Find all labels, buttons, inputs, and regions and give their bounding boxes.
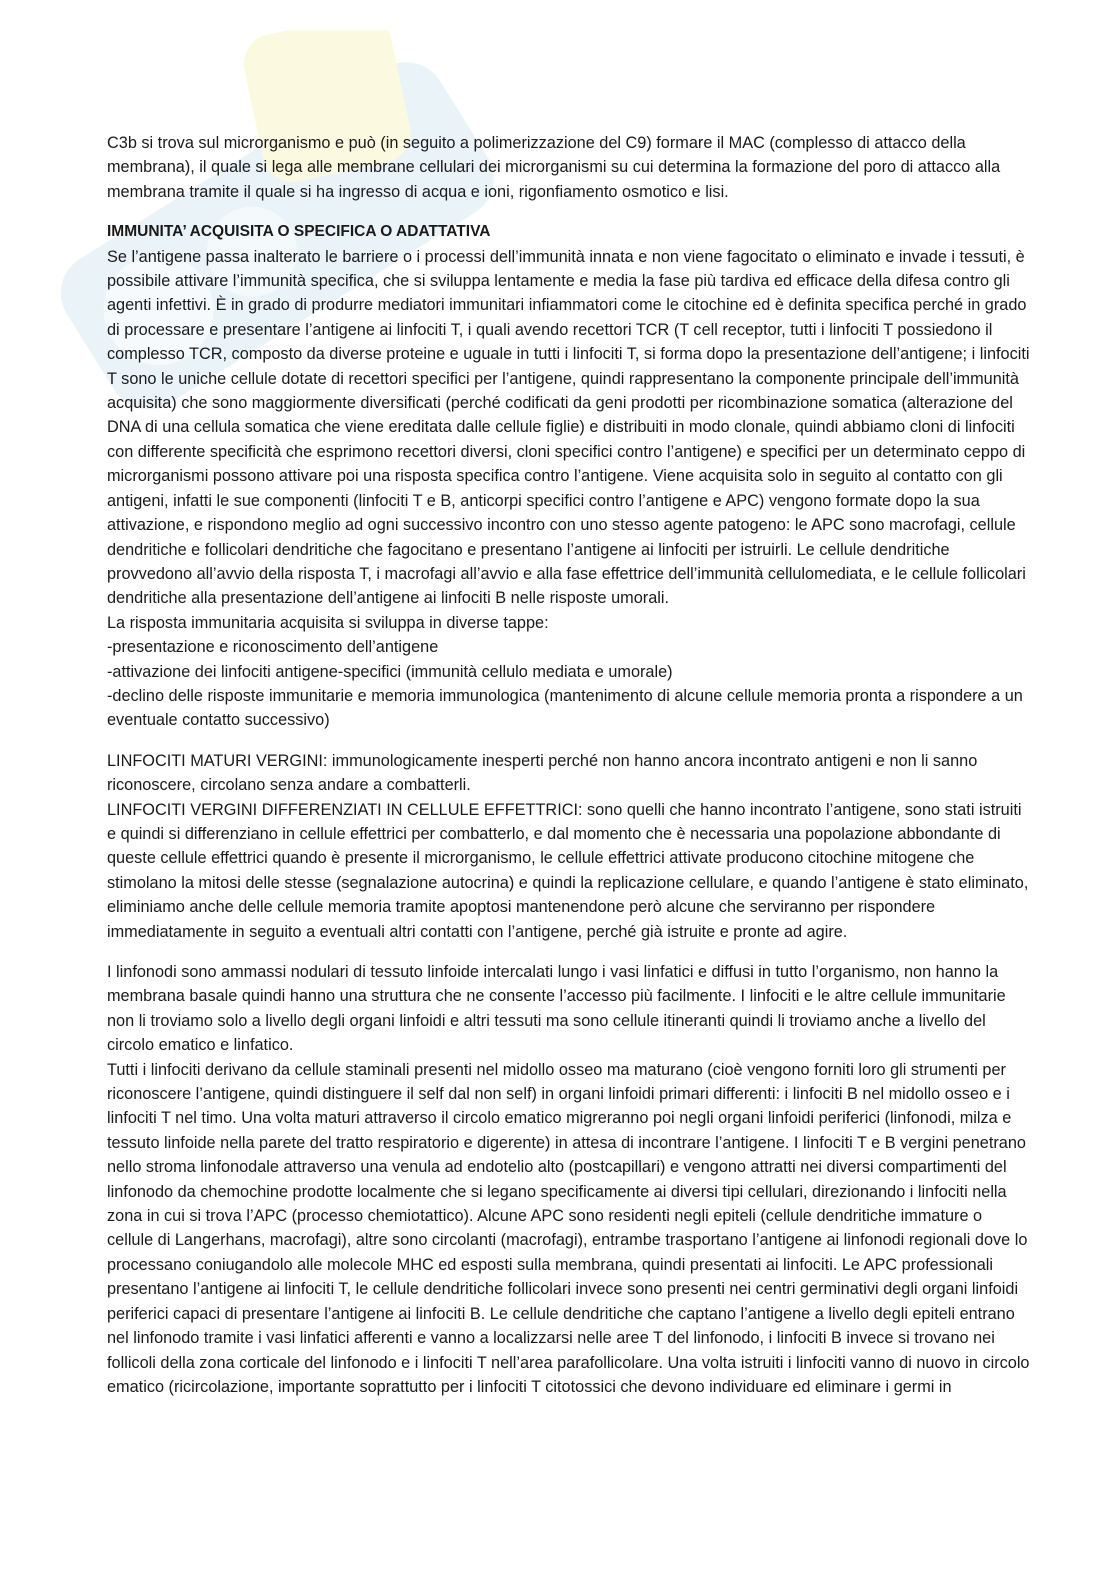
- document-body: [107, 131, 1032, 1399]
- list-item: -declino delle risposte immunitarie e memoria immunologica (mantenimento di alcune cellule memoria pronta a rispondere a un eventuale contatto successivo): [107, 686, 1023, 730]
- lymphocyte-origin-paragraph: Tutti i linfociti derivano da cellule staminali presenti nel midollo osseo ma maturano (cioè vengono forniti loro gli strumenti per riconoscere l’antigene, quindi distinguere il self dal non self) in organi linfoidi primari differenti: i linfociti B nel midollo osseo e i linfociti T nel timo. Una volta maturi attraverso il circolo ematico migreranno poi negli organi linfoidi periferici (linfonodi, milza e tessuto linfoide nella parete del tratto respiratorio e digerente) in attesa di incontrare l’antigene. I linfociti T e B vergini penetrano nello stroma linfonodale attraverso una venula ad endotelio alto (postcapillari) e vengono attratti nei diversi compartimenti del linfonodo da chemochine prodotte localmente che si legano specificamente ai diversi tipi cellulari, direzionando i linfociti nella zona in cui si trova l’APC (processo chemiotattico). Alcune APC sono residenti negli epiteli (cellule dendritiche immature o cellule di Langerhans, macrofagi), altre sono circolanti (macrofagi), entrambe trasportano l’antigene ai linfonodi regionali dove lo processano coniugandolo alle molecole MHC ed esposti sulla membrana, quindi presentati ai linfociti. Le APC professionali presentano l’antigene ai linfociti T, le cellule dendritiche follicolari invece sono presenti nei centri germinativi degli organi linfoidi periferici capaci di presentare l’antigene ai linfociti B. Le cellule dendritiche che captano l’antigene a livello degli epiteli entrano nel linfonodo tramite i vasi linfatici afferenti e vanno a localizzarsi nelle aree T del linfonodo, i linfociti B invece si trovano nei follicoli della zona corticale del linfonodo e i linfociti T nell’area parafollicolare. Una volta istruiti i linfociti vanno di nuovo in circolo ematico (ricircolazione, importante soprattutto per i linfociti T citotossici che devono individuare ed eliminare i germi in: [107, 1060, 1030, 1396]
- effector-lymphocytes-paragraph: LINFOCITI VERGINI DIFFERENZIATI IN CELLULE EFFETTRICI: sono quelli che hanno incontrato l’antigene, sono stati istruiti e quindi si differenziano in cellule effettrici per combatterlo, e dal momento che è necessaria una popolazione abbondante di queste cellule effettrici quando è presente il microrganismo, le cellule effettrici attivate producono citochine mitogene che stimolano la mitosi delle stesse (segnalazione autocrina) e quindi la replicazione cellulare, e quando l’antigene è stato eliminato, eliminiamo anche delle cellule memoria tramite apoptosi mantenendone però alcune che serviranno per rispondere immediatamente in seguito a eventuali altri contatti con l’antigene, perché già istruite e pronte ad agire.: [107, 800, 1029, 941]
- section-paragraph: Se l’antigene passa inalterato le barriere o i processi dell’immunità innata e non viene fagocitato o eliminato e invade i tessuti, è possibile attivare l’immunità specifica, che si sviluppa lentamente e media la fase più tardiva ed efficace della difesa contro gli agenti infettivi. È in grado di produrre mediatori immunitari infiammatori come le citochine ed è definita specifica perché in grado di processare e presentare l’antigene ai linfociti T, i quali avendo recettori TCR (T cell receptor, tutti i linfociti T possiedono il complesso TCR, composto da diverse proteine e uguale in tutti i linfociti T, si forma dopo la presentazione dell’antigene; i linfociti T sono le uniche cellule dotate di recettori specifici per l’antigene, quindi rappresentano la componente principale dell’immunità acquisita) che sono maggiormente diversificati (perché codificati da geni prodotti per ricombinazione somatica (alterazione del DNA di una cellula somatica che viene ereditata dalle cellule figlie) e distribuiti in modo clonale, quindi abbiamo cloni di linfociti con differente specificità che esprimono recettori diversi, cloni specifici contro l’antigene) e specifici per un determinato ceppo di microrganismi possono attivare poi una risposta specifica contro l’antigene. Viene acquisita solo in seguito al contatto con gli antigeni, infatti le sue componenti (linfociti T e B, anticorpi specifici contro l’antigene e APC) vengono formate dopo la sua attivazione, e rispondono meglio ad ogni successivo incontro con uno stesso agente patogeno: le APC sono macrofagi, cellule dendritiche e follicolari dendritiche che fagocitano e presentano l’antigene ai linfociti per istruirli. Le cellule dendritiche provvedono all’avvio della risposta T, i macrofagi all’avvio e alla fase effettrice dell’immunità cellulomediata, e le cellule follicolari dendritiche alla presentazione dell’antigene ai linfociti B nelle risposte umorali.: [107, 247, 1030, 608]
- intro-paragraph: C3b si trova sul microrganismo e può (in seguito a polimerizzazione del C9) formare il MAC (complesso di attacco della membrana), il quale si lega alle membrane cellulari dei microrganismi su cui determina la formazione del poro di attacco alla membrana tramite il quale si ha ingresso di acqua e ioni, rigonfiamento osmotico e lisi.: [107, 134, 1001, 201]
- naive-lymphocytes-paragraph: LINFOCITI MATURI VERGINI: immunologicamente inesperti perché non hanno ancora incontrato antigeni e non li sanno riconoscere, circolano senza andare a combatterli.: [107, 751, 978, 795]
- list-item: -attivazione dei linfociti antigene-specifici (immunità cellulo mediata e umorale): [107, 662, 673, 681]
- phases-intro: La risposta immunitaria acquisita si sviluppa in diverse tappe:: [107, 613, 549, 632]
- list-item: -presentazione e riconoscimento dell’antigene: [107, 638, 439, 657]
- section-heading: IMMUNITA’ ACQUISITA O SPECIFICA O ADATTATIVA: [107, 223, 491, 241]
- lymph-nodes-paragraph: I linfonodi sono ammassi nodulari di tessuto linfoide intercalati lungo i vasi linfatici e diffusi in tutto l’organismo, non hanno la membrana basale quindi hanno una struttura che ne consente l’accesso più facilmente. I linfociti e le altre cellule immunitarie non li troviamo solo a livello degli organi linfoidi e altri tessuti ma sono cellule itineranti quindi li troviamo anche a livello del circolo ematico e linfatico.: [107, 963, 1006, 1055]
